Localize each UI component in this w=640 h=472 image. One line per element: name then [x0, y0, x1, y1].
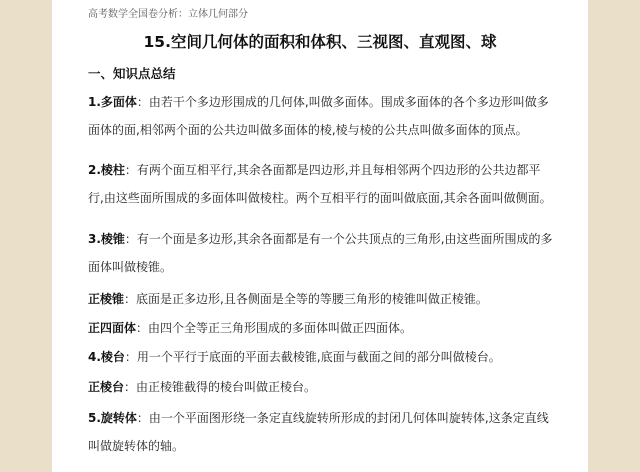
paragraph-frustum	[88, 343, 556, 371]
term-label: 2.棱柱	[88, 163, 125, 177]
paragraph-regular-frustum	[88, 373, 556, 401]
page-title: 15.空间几何体的面积和体积、三视图、直观图、球	[143, 33, 497, 51]
paragraph-pyramid	[88, 225, 556, 281]
paragraph-text: ：由一个平面图形绕一条定直线旋转所形成的封闭几何体叫旋转体,这条定直线叫做旋转体的轴。	[88, 411, 549, 453]
term-label: 正四面体	[88, 321, 137, 335]
paragraph-regular-pyramid	[88, 285, 556, 313]
running-header: 高考数学全国卷分析：立体几何部分	[88, 9, 248, 20]
paragraph-text: ：由四个全等正三角形围成的多面体叫做正四面体。	[136, 321, 413, 335]
paragraph-text: ：用一个平行于底面的平面去截棱锥,底面与截面之间的部分叫做棱台。	[124, 350, 501, 364]
paragraph-prism	[88, 156, 556, 212]
term-label: 正棱锥	[88, 292, 125, 306]
paragraph-text: ：有两个面互相平行,其余各面都是四边形,并且每相邻两个四边形的公共边都平行,由这些面所围成的多面体叫做棱柱。两个互相平行的面叫做底面,其余各面叫做侧面。	[88, 163, 552, 205]
term-label: 4.棱台	[88, 350, 125, 364]
paragraph-solid-of-revolution	[88, 404, 556, 460]
paragraph-text: ：由正棱锥截得的棱台叫做正棱台。	[124, 380, 317, 394]
term-label: 5.旋转体	[88, 411, 137, 425]
paragraph-polyhedron	[88, 88, 556, 144]
section-heading: 一、知识点总结	[88, 66, 176, 81]
term-label: 正棱台	[88, 380, 125, 394]
paragraph-regular-tetrahedron	[88, 314, 556, 342]
paragraph-text: ：底面是正多边形,且各侧面是全等的等腰三角形的棱锥叫做正棱锥。	[124, 292, 488, 306]
term-label: 3.棱锥	[88, 232, 125, 246]
paragraph-text: ：由若干个多边形围成的几何体,叫做多面体。围成多面体的各个多边形叫做多面体的面,相邻两个面的公共边叫做多面体的棱,棱与棱的公共点叫做多面体的顶点。	[88, 95, 549, 137]
paragraph-text: ：有一个面是多边形,其余各面都是有一个公共顶点的三角形,由这些面所围成的多面体叫做棱锥。	[88, 232, 553, 274]
term-label: 1.多面体	[88, 95, 137, 109]
document-page	[52, 0, 588, 472]
